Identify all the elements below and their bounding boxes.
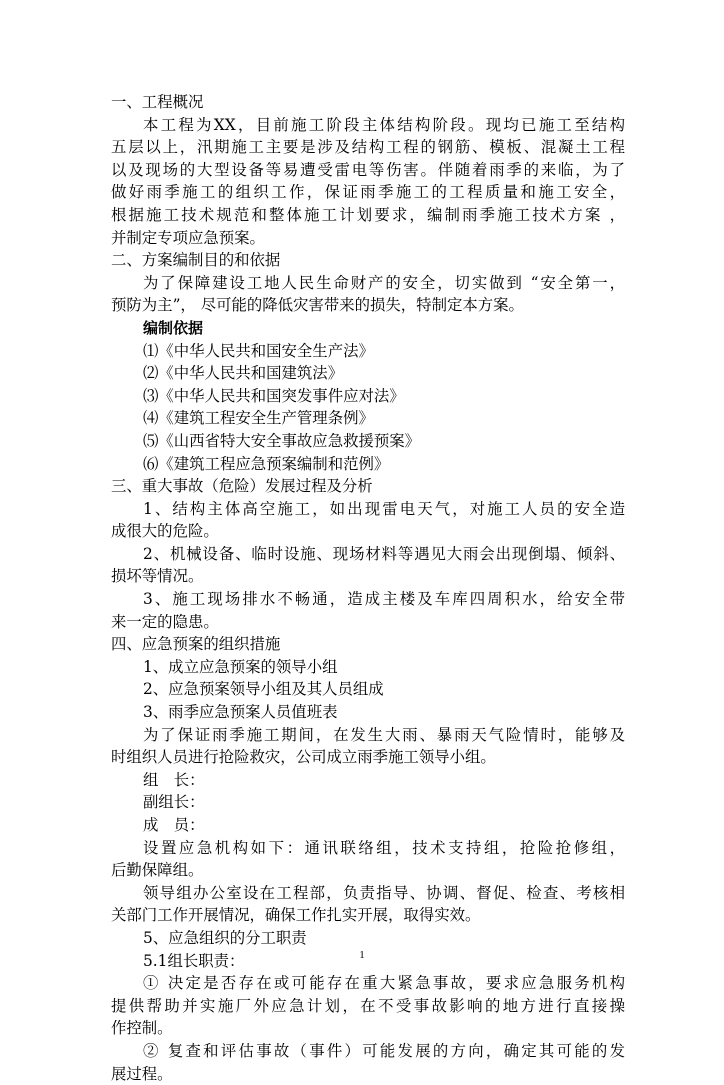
text-line: ⑶《中华人民共和国突发事件应对法》 <box>143 386 405 405</box>
text-line: 损坏等情况。 <box>111 567 204 586</box>
text-line: 3、施工现场排水不畅通，造成主楼及车库四周积水，给安全带 <box>143 590 625 609</box>
text-line: 2、机械设备、临时设施、现场材料等遇见大雨会出现倒塌、倾斜、 <box>143 544 625 563</box>
text-line: 预防为主”， 尽可能的降低灾害带来的损失，特制定本方案。 <box>111 296 524 315</box>
section-subheading: 编制依据 <box>143 318 204 337</box>
text-line: 5、应急组织的分工职责 <box>143 928 307 947</box>
text-line: 设置应急机构如下：通讯联络组，技术支持组，抢险抢修组， <box>143 838 625 857</box>
text-line: 做好雨季施工的组织工作，保证雨季施工的工程质量和施工安全， <box>111 183 625 202</box>
text-line: 根据施工技术规范和整体施工计划要求，编制雨季施工技术方案 ， <box>111 205 625 224</box>
text-line: ② 复查和评估事故（事件）可能发展的方向，确定其可能的发 <box>143 1041 625 1060</box>
text-line: ⑹《建筑工程应急预案编制和范例》 <box>143 454 390 473</box>
text-line: 1、成立应急预案的领导小组 <box>143 657 338 676</box>
document-body <box>111 91 625 1085</box>
text-line: 并制定专项应急预案。 <box>111 228 265 247</box>
text-line: 1、结构主体高空施工，如出现雷电天气，对施工人员的安全造 <box>143 499 625 518</box>
text-line: 成 员： <box>143 816 205 834</box>
text-line: ⑴《中华人民共和国安全生产法》 <box>143 341 374 360</box>
text-line: 来一定的隐患。 <box>111 612 219 631</box>
text-line: 四、应急预案的组织措施 <box>111 635 281 654</box>
text-line: 五层以上，汛期施工主要是涉及结构工程的钢筋、模板、混凝土工程 <box>111 138 625 157</box>
text-line: 领导组办公室设在工程部，负责指导、协调、督促、检查、考核相 <box>143 883 625 902</box>
text-line: 5.1组长职责： <box>143 951 245 970</box>
text-line: 展过程。 <box>111 1064 173 1083</box>
text-line: 副组长： <box>143 793 205 812</box>
text-line: ⑸《山西省特大安全事故应急救援预案》 <box>143 431 421 450</box>
text-line: ⑵《中华人民共和国建筑法》 <box>143 364 344 383</box>
text-line: 2、应急预案领导小组及其人员组成 <box>143 680 384 699</box>
text-line: 关部门工作开展情况，确保工作扎实开展，取得实效。 <box>111 906 481 925</box>
text-line: 二、方案编制目的和依据 <box>111 251 281 270</box>
text-line: 作控制。 <box>111 1019 173 1038</box>
text-line: 三、重大事故（危险）发展过程及分析 <box>111 477 373 496</box>
page-number: 1 <box>359 949 365 961</box>
text-line: 成很大的危险。 <box>111 522 219 541</box>
text-line: 时组织人员进行抢险救灾，公司成立雨季施工领导小组。 <box>111 748 496 767</box>
text-line: 后勤保障组。 <box>111 861 204 880</box>
text-line: ⑷《建筑工程安全生产管理条例》 <box>143 409 374 428</box>
text-line: 3、雨季应急预案人员值班表 <box>143 703 338 722</box>
text-line: ① 决定是否存在或可能存在重大紧急事故，要求应急服务机构 <box>143 974 625 993</box>
text-line: 一、工程概况 <box>111 93 204 111</box>
text-line: 本工程为XX，目前施工阶段主体结构阶段。现均已施工至结构 <box>143 115 625 134</box>
text-line: 以及现场的大型设备等易遭受雷电等伤害。伴随着雨季的来临，为了 <box>111 160 625 179</box>
text-line: 组 长： <box>143 770 205 789</box>
text-line: 为了保证雨季施工期间，在发生大雨、暴雨天气险情时，能够及 <box>143 725 625 744</box>
text-line: 为了保障建设工地人民生命财产的安全，切实做到 “安全第一， <box>143 273 625 292</box>
text-line: 提供帮助并实施厂外应急计划，在不受事故影响的地方进行直接操 <box>111 996 625 1015</box>
